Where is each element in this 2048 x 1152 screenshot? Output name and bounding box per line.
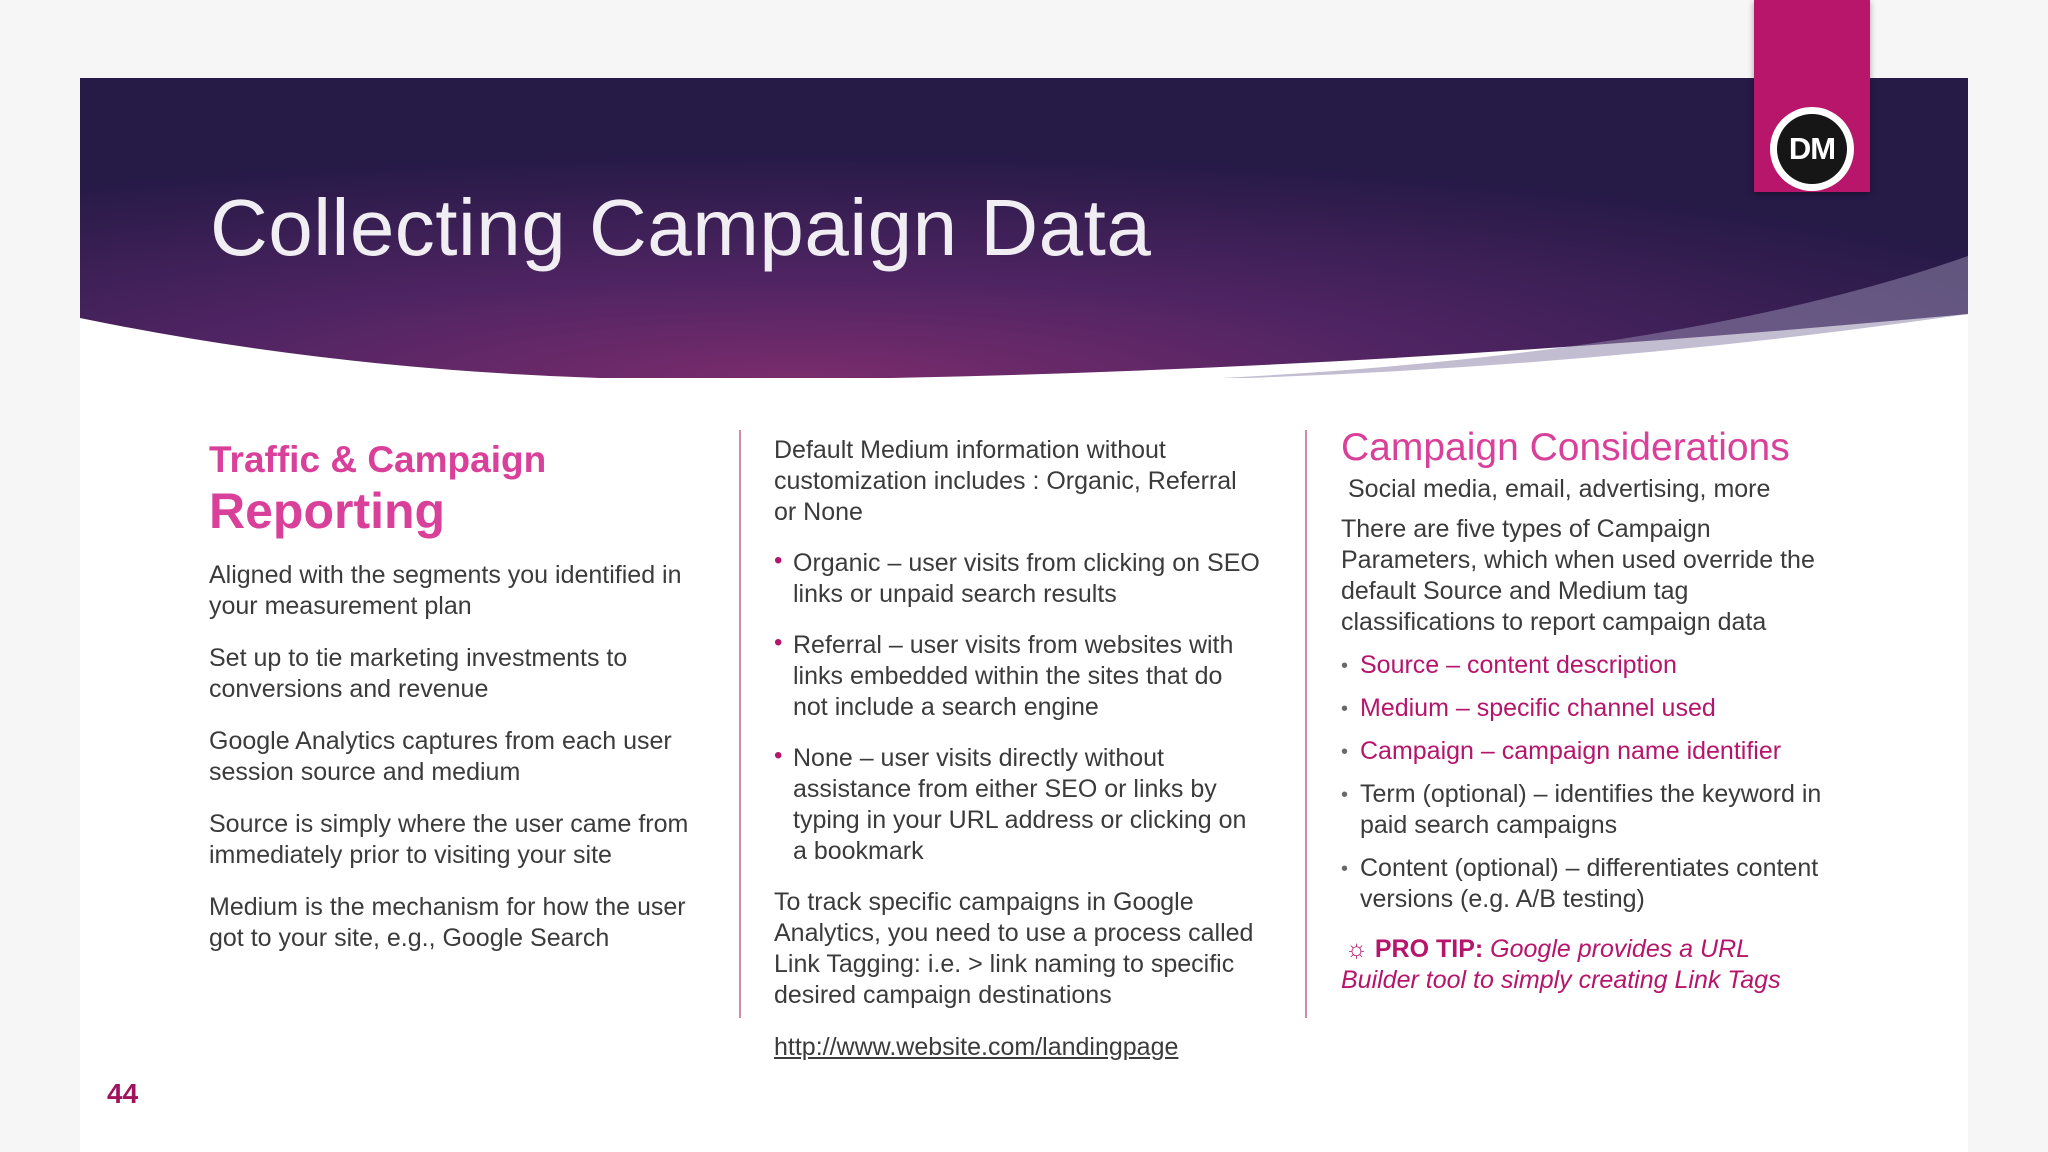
text-line: got to your site, e.g., Google Search [209,924,610,952]
dm-logo [1770,107,1854,191]
medium-bullet-organic [774,548,1294,610]
landing-page-link[interactable]: http://www.website.com/landingpage [774,1033,1179,1061]
sun-icon: ☼ [1345,935,1368,963]
text-line: Medium – specific channel used [1360,694,1716,722]
campaign-subtitle: Social media, email, advertising, more [1348,475,1771,503]
pro-tip-label: PRO TIP: [1374,935,1484,963]
text-line: session source and medium [209,758,521,786]
text-line: your measurement plan [209,592,472,620]
param-campaign [1341,736,1861,767]
text-line: Campaign – campaign name identifier [1360,737,1782,765]
text-line: Analytics, you need to use a process called [774,919,1254,947]
text-line: Source is simply where the user came from [209,810,689,838]
text-line: Set up to tie marketing investments to [209,644,628,672]
campaign-considerations-title: Campaign Considerations [1341,426,1790,469]
text-line: not include a search engine [793,693,1099,721]
left-paragraph [209,892,729,954]
text-line: Default Medium information without [774,436,1166,464]
text-line: typing in your URL address or clicking on [793,806,1247,834]
text-line: default Source and Medium tag [1341,577,1689,605]
text-line: Medium is the mechanism for how the user [209,893,686,921]
text-line: None – user visits directly without [793,744,1164,772]
text-line: desired campaign destinations [774,981,1112,1009]
tracking-paragraph [774,887,1294,1011]
left-heading-line1: Traffic & Campaign [209,439,547,480]
bullet-dot-icon: • [1341,698,1349,720]
text-line: Organic – user visits from clicking on SEO [793,549,1260,577]
text-line: links or unpaid search results [793,580,1117,608]
bullet-dot-icon: • [774,629,783,656]
left-paragraph [209,560,729,622]
page-number: 44 [107,1078,139,1109]
text-line: Parameters, which when used override the [1341,546,1815,574]
slide-title: Collecting Campaign Data [210,183,1152,272]
left-paragraph [209,809,729,871]
text-line: classifications to report campaign data [1341,608,1767,636]
pro-tip-text: Builder tool to simply creating Link Tags [1341,966,1781,994]
param-content [1341,853,1861,915]
text-line: Content (optional) – differentiates content [1360,854,1819,882]
text-line: Google Analytics captures from each user [209,727,672,755]
left-column [209,438,729,954]
text-line: paid search campaigns [1360,811,1618,839]
left-paragraph [209,643,729,705]
text-line: To track specific campaigns in Google [774,888,1194,916]
text-line: Term (optional) – identifies the keyword in [1360,780,1822,808]
dm-logo-text: DM [1777,114,1847,184]
left-heading-line2: Reporting [209,483,446,539]
left-paragraph [209,726,729,788]
bullet-dot-icon: • [774,742,783,769]
pro-tip [1341,934,1861,996]
medium-bullet-referral [774,630,1294,723]
param-term [1341,779,1861,841]
pro-tip-text: Google provides a URL [1490,935,1751,963]
campaign-intro [1341,514,1861,638]
text-line: a bookmark [793,837,924,865]
text-line: or None [774,498,863,526]
param-medium [1341,693,1861,724]
text-line: Aligned with the segments you identified in [209,561,682,589]
text-line: Link Tagging: i.e. > link naming to specific [774,950,1235,978]
bullet-dot-icon: • [1341,741,1349,763]
text-line: immediately prior to visiting your site [209,841,612,869]
bullet-dot-icon: • [1341,655,1349,677]
medium-bullet-none [774,743,1294,867]
text-line: Source – content description [1360,651,1677,679]
bullet-dot-icon: • [1341,784,1349,806]
column-divider-1 [739,430,741,1018]
text-line: conversions and revenue [209,675,489,703]
pro-tip-line-1 [1341,934,1861,965]
text-line: links embedded within the sites that do [793,662,1223,690]
param-source [1341,650,1861,681]
right-column [1341,425,1861,996]
text-line: customization includes : Organic, Referral [774,467,1237,495]
text-line: assistance from either SEO or links by [793,775,1217,803]
text-line: versions (e.g. A/B testing) [1360,885,1645,913]
column-divider-2 [1305,430,1307,1018]
middle-column [774,435,1294,1063]
medium-intro [774,435,1294,528]
bullet-dot-icon: • [1341,858,1349,880]
bullet-dot-icon: • [774,547,783,574]
text-line: Referral – user visits from websites with [793,631,1234,659]
text-line: There are five types of Campaign [1341,515,1711,543]
pro-tip-line-2 [1341,965,1861,996]
